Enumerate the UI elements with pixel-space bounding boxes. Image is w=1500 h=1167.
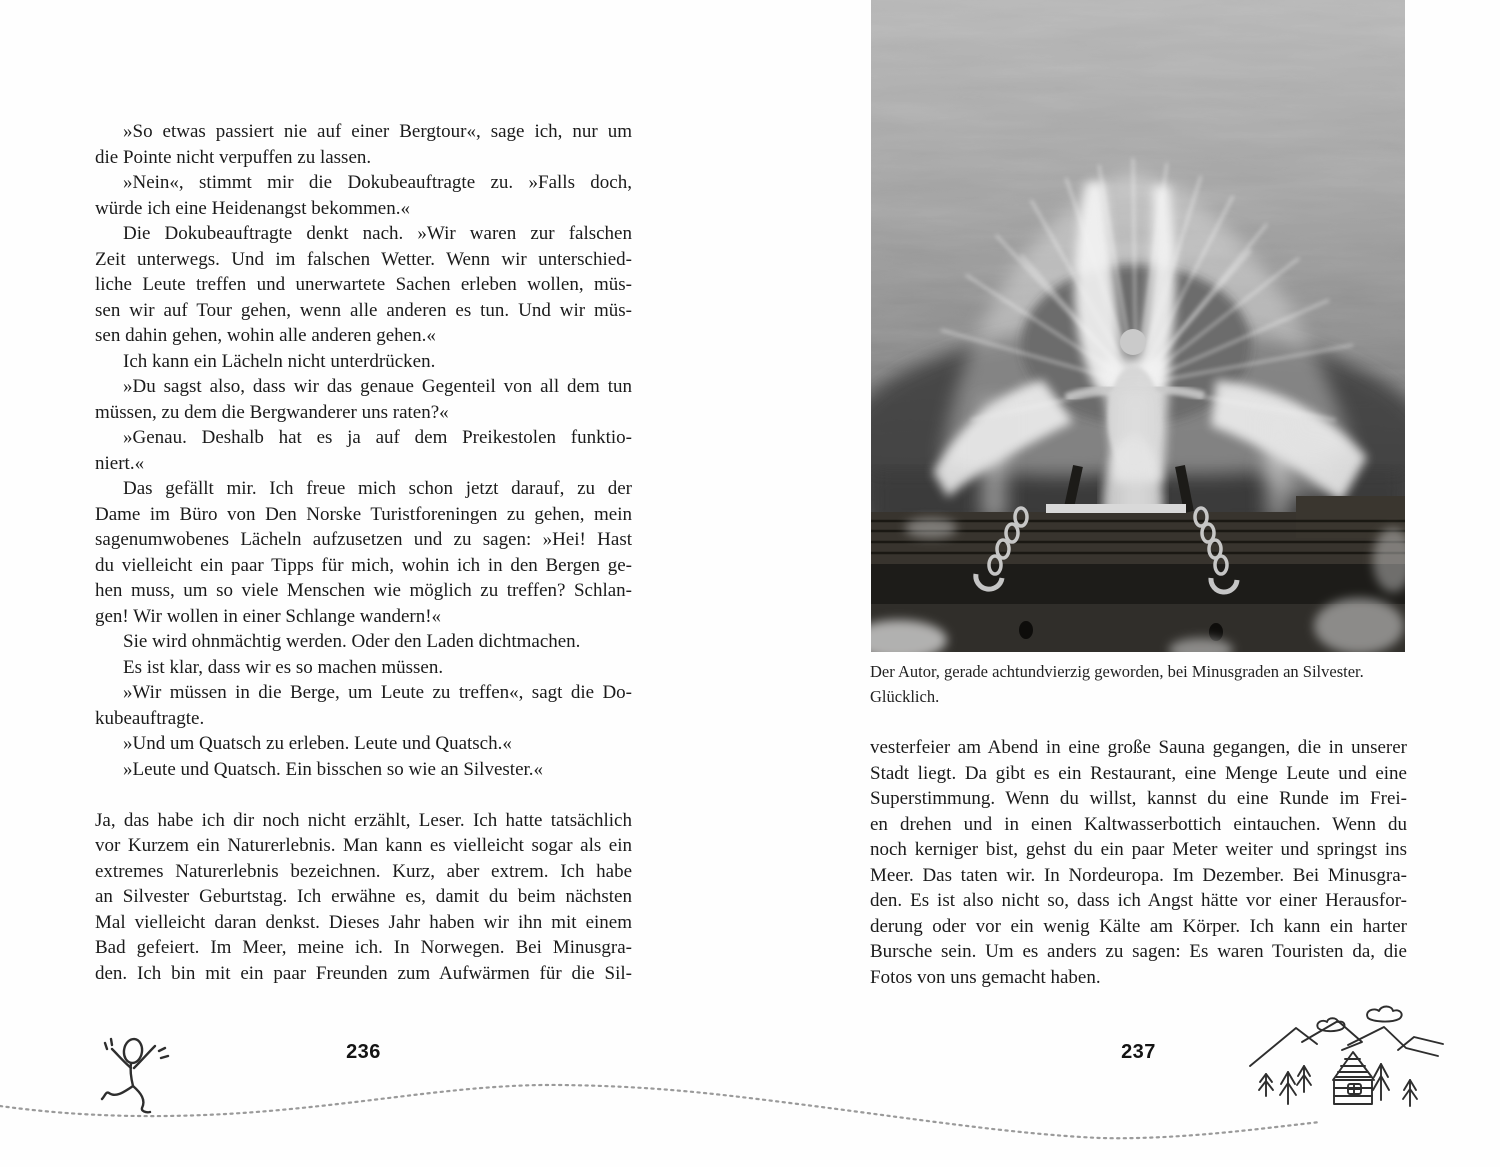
text-line: »Leute und Quatsch. Ein bisschen so wie an Silvester.« bbox=[123, 758, 544, 780]
text-line: hen muss, um so viele Menschen wie möglich zu treffen? Schlan- bbox=[95, 580, 632, 601]
text-line: den. Es ist also nicht so, dass ich Angst hätte vor einer Herausfor- bbox=[870, 890, 1407, 911]
paragraph bbox=[95, 425, 632, 476]
text-line: Das gefällt mir. Ich freue mich schon jetzt darauf, zu der bbox=[123, 478, 632, 499]
paragraph bbox=[95, 655, 632, 681]
text-line: Bad gefeiert. Im Meer, meine ich. In Norwegen. Bei Minusgra- bbox=[95, 937, 632, 958]
text-line: Mal vielleicht daran denkst. Dieses Jahr haben wir ihn mit einem bbox=[95, 911, 632, 933]
page-number-left: 236 bbox=[346, 1041, 381, 1063]
text-line: »Wir müssen in die Berge, um Leute zu treffen«, sagt die Do- bbox=[123, 682, 632, 703]
paragraph bbox=[95, 170, 632, 221]
text-line: den. Ich bin mit ein paar Freunden zum Aufwärmen für die Sil- bbox=[95, 962, 632, 984]
text-line: Die Dokubeauftragte denkt nach. »Wir waren zur falschen bbox=[123, 223, 632, 244]
text-line: kubeauftragte. bbox=[95, 707, 205, 729]
photo-caption bbox=[870, 659, 1407, 709]
text-line: »So etwas passiert nie auf einer Bergtour«, sage ich, nur um bbox=[123, 121, 632, 142]
text-line: »Du sagst also, dass wir das genaue Gegenteil von all dem tun bbox=[123, 376, 632, 397]
text-line: liche Leute treffen und unerwartete Sachen erleben wollen, müs- bbox=[95, 274, 632, 295]
text-line: Superstimmung. Wenn du willst, kannst du eine Runde im Frei- bbox=[870, 788, 1407, 809]
paragraph bbox=[95, 349, 632, 375]
text-line: noch kerniger bist, gehst du ein paar Meter weiter und springst ins bbox=[870, 839, 1407, 860]
right-page-text-column bbox=[870, 735, 1407, 990]
text-line: an Silvester Geburtstag. Ich erwähne es, damit du beim nächsten bbox=[95, 886, 632, 907]
caption-line: Glücklich. bbox=[870, 687, 940, 706]
text-line: extremes Naturerlebnis bezeichnen. Kurz, aber extrem. Ich habe bbox=[95, 860, 632, 882]
paragraph bbox=[95, 808, 632, 987]
text-line: du vielleicht ein paar Tipps für mich, wohin ich in den Bergen ge- bbox=[95, 554, 632, 576]
text-line: die Pointe nicht verpuffen zu lassen. bbox=[95, 146, 372, 168]
text-line: vesterfeier am Abend in eine große Sauna gegangen, die in unserer bbox=[870, 737, 1407, 758]
text-line: vor Kurzem ein Naturerlebnis. Man kann es vielleicht sogar als ein bbox=[95, 835, 632, 856]
text-line: Ich kann ein Lächeln nicht unterdrücken. bbox=[123, 350, 436, 372]
text-line: »Nein«, stimmt mir die Dokubeauftragte zu. »Falls doch, bbox=[123, 172, 632, 193]
text-line: Fotos von uns gemacht haben. bbox=[870, 966, 1101, 988]
text-line: Zeit unterwegs. Und im falschen Wetter. Wenn wir unterschied- bbox=[95, 248, 632, 270]
text-line: niert.« bbox=[95, 452, 145, 474]
text-line: »Und um Quatsch zu erleben. Leute und Quatsch.« bbox=[123, 733, 512, 754]
paragraph bbox=[95, 221, 632, 349]
text-line: en drehen und in einen Kaltwasserbottich eintauchen. Wenn du bbox=[870, 813, 1407, 835]
text-line: sen dahin gehen, wohin alle anderen gehen.« bbox=[95, 325, 436, 346]
wavy-dotted-line bbox=[0, 1072, 1500, 1157]
paragraph bbox=[870, 735, 1407, 990]
paragraph bbox=[95, 757, 632, 783]
text-line: Es ist klar, dass wir es so machen müssen. bbox=[123, 656, 444, 678]
text-line: Sie wird ohnmächtig werden. Oder den Laden dichtmachen. bbox=[123, 631, 581, 652]
text-line: sen wir auf Tour gehen, wenn alle anderen es tun. Und wir müs- bbox=[95, 299, 632, 321]
text-line: Dame im Büro von Den Norske Turistforeningen zu gehen, mein bbox=[95, 503, 632, 525]
text-line: Ja, das habe ich dir noch nicht erzählt, Leser. Ich hatte tatsächlich bbox=[95, 809, 632, 831]
paragraph bbox=[95, 629, 632, 655]
caption-line: Der Autor, gerade achtundvierzig geworden, bei Minusgraden an Silvester. bbox=[870, 662, 1364, 681]
page-number-right: 237 bbox=[1121, 1041, 1156, 1063]
text-line: derung oder vor ein wenig Kälte am Körper. Ich kann ein harter bbox=[870, 915, 1407, 937]
paragraph bbox=[95, 731, 632, 757]
photo-illustration bbox=[871, 0, 1405, 652]
text-line: Meer. Das taten wir. In Nordeuropa. Im Dezember. Bei Minusgra- bbox=[870, 864, 1407, 886]
text-line: »Genau. Deshalb hat es ja auf dem Preikestolen funktio- bbox=[123, 427, 632, 448]
paragraph bbox=[95, 680, 632, 731]
text-line: Bursche sein. Um es anders zu sagen: Es waren Touristen da, die bbox=[870, 941, 1407, 962]
text-line: würde ich eine Heidenangst bekommen.« bbox=[95, 197, 410, 219]
text-line: gen! Wir wollen in einer Schlange wandern!« bbox=[95, 605, 442, 627]
left-page-text-column bbox=[95, 119, 632, 986]
text-line: sagenumwobenes Lächeln aufzusetzen und zu sagen: »Hei! Hast bbox=[95, 529, 632, 550]
paragraph bbox=[95, 119, 632, 170]
text-line: müssen, zu dem die Bergwanderer uns raten?« bbox=[95, 401, 449, 423]
author-splash-photo bbox=[871, 0, 1405, 652]
paragraph bbox=[95, 476, 632, 629]
paragraph bbox=[95, 374, 632, 425]
text-line: Stadt liegt. Da gibt es ein Restaurant, eine Menge Leute und eine bbox=[870, 762, 1407, 784]
